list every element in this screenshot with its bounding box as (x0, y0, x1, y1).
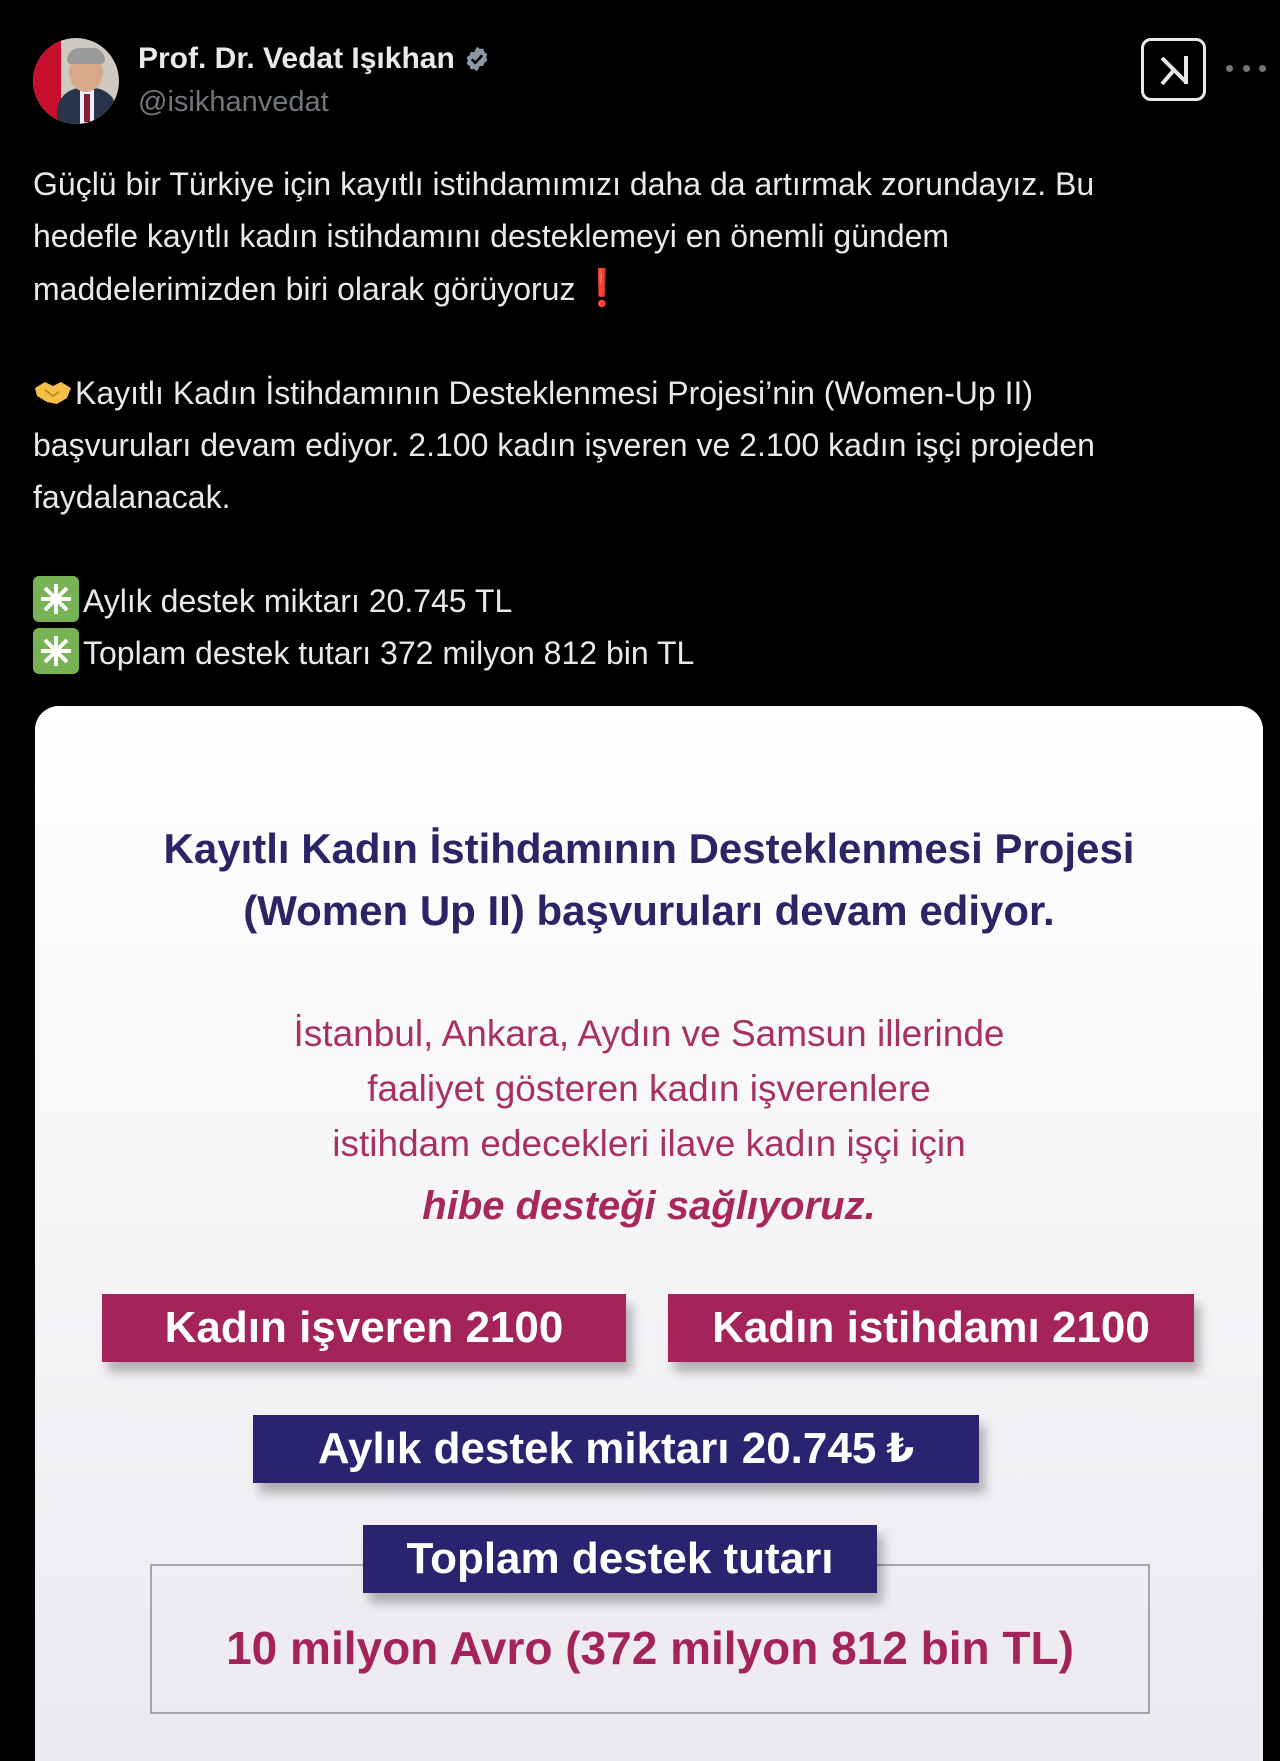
avatar[interactable] (33, 38, 119, 124)
tweet-text-line: faydalanacak. (33, 479, 231, 515)
author-name-row[interactable] (138, 42, 491, 76)
monthly-support-badge: Aylık destek miktarı 20.745 ₺ (253, 1415, 979, 1483)
tweet-text-line: Kayıtlı Kadın İstihdamının Desteklenmesi Projesi’nin (Women-Up II) (33, 367, 1253, 419)
sparkle-icon (33, 576, 79, 622)
more-options-icon (1226, 65, 1233, 72)
tweet-text (33, 158, 1253, 679)
author-handle[interactable]: @isikhanvedat (138, 86, 329, 118)
bullet-line: Aylık destek miktarı 20.745 TL (33, 575, 1253, 627)
exclamation-emoji-icon: ❗ (579, 267, 625, 308)
grok-button[interactable] (1141, 38, 1206, 101)
more-options-button[interactable] (1226, 50, 1266, 86)
image-title: Kayıtlı Kadın İstihdamının Desteklenmesi Projesi (Women Up II) başvuruları devam ediyor. (163, 825, 1135, 934)
total-support-badge: Toplam destek tutarı (363, 1525, 877, 1593)
sparkle-icon (33, 628, 79, 674)
image-subtitle: İstanbul, Ankara, Aydın ve Samsun illerinde faaliyet gösteren kadın işverenlere istihdam edecekleri ilave kadın işçi için (293, 1013, 1005, 1164)
image-subtitle-bold: hibe desteği sağlıyoruz. (422, 1184, 876, 1228)
employer-count-badge: Kadın işveren 2100 (102, 1294, 626, 1362)
verified-badge-icon (463, 45, 491, 73)
tweet-text-line: başvuruları devam ediyor. 2.100 kadın işveren ve 2.100 kadın işçi projeden (33, 427, 1095, 463)
tweet-text-line: hedefle kayıtlı kadın istihdamını desteklemeyi en önemli gündem (33, 218, 950, 254)
handshake-icon (33, 376, 73, 408)
tweet-image[interactable] (35, 706, 1263, 1761)
employment-count-badge: Kadın istihdamı 2100 (668, 1294, 1194, 1362)
lira-icon: ₺ (886, 1427, 915, 1471)
grok-icon (1152, 48, 1196, 92)
total-support-value: 10 milyon Avro (372 milyon 812 bin TL) (226, 1622, 1074, 1674)
tweet-header (0, 0, 1280, 140)
tweet-text-line: maddelerimizden biri olarak görüyoruz ❗ (33, 267, 625, 308)
bullet-line: Toplam destek tutarı 372 milyon 812 bin TL (33, 627, 1253, 679)
author-name[interactable]: Prof. Dr. Vedat Işıkhan (138, 42, 455, 75)
tweet-text-line: Güçlü bir Türkiye için kayıtlı istihdamımızı daha da artırmak zorundayız. Bu (33, 166, 1095, 202)
